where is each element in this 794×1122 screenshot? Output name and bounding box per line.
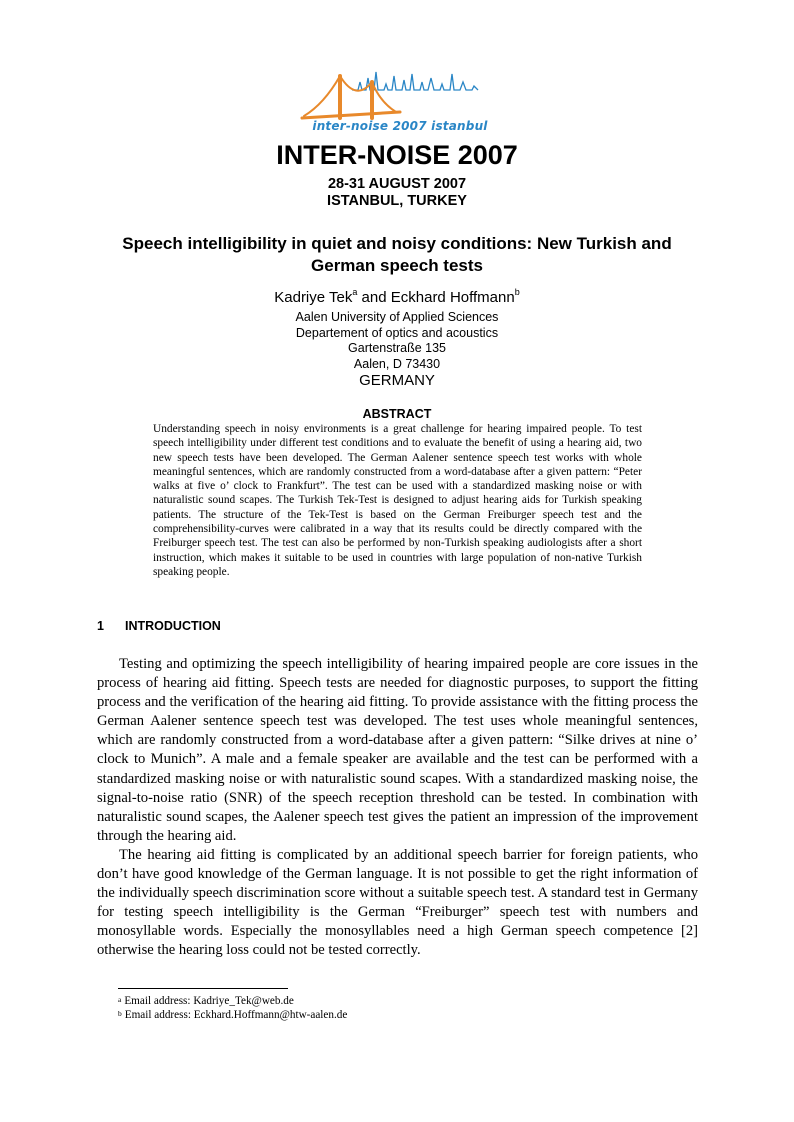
affiliation-country: GERMANY bbox=[359, 372, 435, 389]
footnote-divider bbox=[118, 988, 288, 989]
footnote-b-mark: b bbox=[118, 1009, 122, 1018]
abstract-text: Understanding speech in noisy environments is a great challenge for hearing impaired people. To test speech intelligibility under different test conditions and to evaluate the benefit of using a hearing aid, two new speech tests have been developed. The German Aalener sentence speech test works with whole meaningful sentences, which are randomly constructed from a word-database after a given pattern: “Peter walks at five o’ clock to Frankfurt”. The test can be used with a standardized masking noise or with naturalistic sound scapes. The Turkish Tek-Test is designed to adjust hearing aids for Turkish speaking patients. The structure of the Tek-Test is based on the German Freiburger speech test and the comprehensibility-curves were calibrated in a way that its results could be directly compared with the Freiburger speech test. The test can also be performed by non-Turkish speaking audiologists after a short instruction, which makes it suitable to be used in countries with large population of non-native Turkish speaking people. bbox=[153, 423, 642, 578]
affiliation-block bbox=[0, 310, 794, 390]
author-2-mark: b bbox=[514, 287, 520, 297]
affiliation-street: Gartenstraße 135 bbox=[348, 341, 446, 355]
body-paragraph-1: Testing and optimizing the speech intelligibility of hearing impaired people are core issues in the process of hearing aid fitting. Speech tests are needed for diagnostic purposes, to support the fitting process and the verification of the hearing aid fitting. To provide assistance with the fitting process the German Aalener sentence speech test was developed. The test uses whole meaningful sentences, which are randomly constructed from a word-database after a given pattern: “Silke drives at nine o’ clock to Munich”. A male and a female speaker are available and the test can be performed with a standardized masking noise or with naturalistic sound scapes. With a standardized masking noise, the signal-to-noise ratio (SNR) of the speech reception threshold can be tested. In combination with naturalistic sound scapes, the Aalener speech test gives the patient an impression of the improvement through the hearing aid. bbox=[97, 656, 698, 844]
abstract-heading: ABSTRACT bbox=[362, 407, 432, 421]
author-2: Eckhard Hoffmann bbox=[390, 289, 515, 306]
footnote-a bbox=[118, 994, 347, 1008]
affiliation-city: Aalen, D 73430 bbox=[353, 356, 441, 371]
section-title: INTRODUCTION bbox=[125, 619, 221, 633]
affiliation-university: Aalen University of Applied Sciences bbox=[295, 310, 499, 324]
bridge-graphic bbox=[302, 76, 400, 118]
conference-title: INTER-NOISE 2007 bbox=[276, 140, 518, 170]
conference-dates: 28-31 AUGUST 2007 bbox=[327, 176, 467, 192]
author-1: Kadriye Tek bbox=[274, 289, 353, 306]
section-number: 1 bbox=[97, 619, 104, 633]
footnote-b-text: Email address: Eckhard.Hoffmann@htw-aalen.de bbox=[124, 1009, 348, 1021]
footnote-a-text: Email address: Kadriye_Tek@web.de bbox=[124, 995, 294, 1007]
logo-caption: inter-noise 2007 istanbul bbox=[312, 119, 488, 133]
footnotes bbox=[118, 994, 347, 1022]
section-heading bbox=[97, 619, 221, 633]
author-1-mark: a bbox=[352, 287, 358, 297]
author-line bbox=[0, 289, 794, 306]
conference-place: ISTANBUL, TURKEY bbox=[327, 193, 467, 209]
paper-title: Speech intelligibility in quiet and noisy conditions: New Turkish and German speech tests bbox=[122, 234, 672, 275]
body-paragraph-2: The hearing aid fitting is complicated by an additional speech barrier for foreign patients, who don’t have good knowledge of the German language. It is not possible to get the right information of the individually speech discrimination score without a suitable speech test. A standard test in Germany for testing speech intelligibility is the German “Freiburger” speech test with numbers and monosyllable words. Especially the monosyllables need a high German speech competence [2] otherwise the hearing loss could not be tested correctly. bbox=[97, 846, 698, 959]
section-body bbox=[97, 655, 698, 961]
affiliation-department: Departement of optics and acoustics bbox=[295, 325, 499, 340]
footnote-a-mark: a bbox=[118, 995, 122, 1004]
footnote-b bbox=[118, 1008, 347, 1022]
author-separator: and bbox=[357, 289, 391, 306]
